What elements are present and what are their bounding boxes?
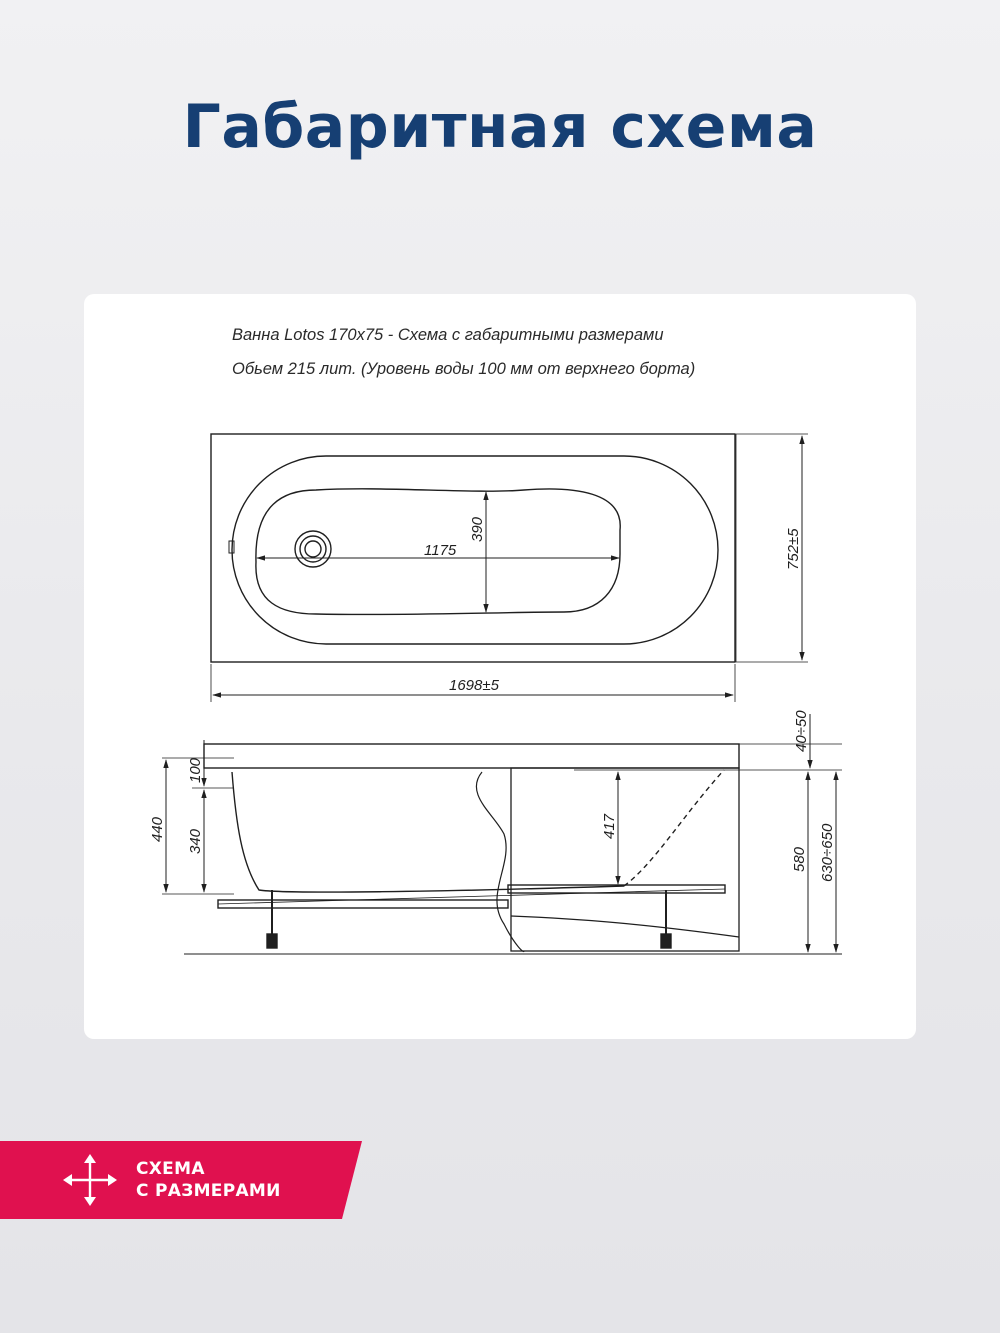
dim-outer-length: 1698±5 — [449, 677, 499, 694]
dim-outer-width: 752±5 — [785, 528, 802, 570]
technical-drawing — [84, 294, 916, 1039]
drain-inner — [305, 541, 321, 557]
move-arrows-icon — [62, 1153, 118, 1207]
frame-bar-left — [218, 900, 508, 908]
side-rim — [204, 744, 739, 768]
dim-inner-length: 1175 — [424, 542, 457, 559]
scheme-badge — [0, 1141, 362, 1219]
badge-line1: СХЕМА — [136, 1159, 205, 1179]
diagram-caption-title: Ванна Lotos 170x75 - Схема с габаритными размерами — [232, 326, 664, 344]
inner-shell-dashed — [624, 770, 724, 886]
leg-right — [661, 890, 671, 948]
dim-total-height: 630÷650 — [819, 823, 836, 882]
leg-left — [267, 890, 277, 948]
top-view — [211, 434, 808, 702]
dim-depth-right: 417 — [601, 813, 618, 839]
badge-label — [136, 1158, 281, 1202]
panel-sweep — [511, 916, 739, 937]
diagram-caption-volume: Обьем 215 лит. (Уровень воды 100 мм от верхнего борта) — [232, 360, 696, 378]
page-title: Габаритная схема — [182, 92, 818, 162]
dim-inner-width: 390 — [469, 516, 486, 542]
dim-leg-height: 580 — [791, 846, 808, 872]
side-view — [162, 714, 842, 954]
dim-depth-lower: 340 — [187, 828, 204, 854]
tub-outer-rim — [211, 434, 735, 662]
dim-rim-height: 40÷50 — [793, 710, 810, 752]
inner-shell-left — [232, 772, 624, 892]
section-break-curve — [476, 772, 524, 952]
dim-water-gap: 100 — [187, 757, 204, 783]
dim-depth-total: 440 — [149, 816, 166, 842]
diagram-card — [84, 294, 916, 1039]
badge-line2: С РАЗМЕРАМИ — [136, 1181, 281, 1201]
